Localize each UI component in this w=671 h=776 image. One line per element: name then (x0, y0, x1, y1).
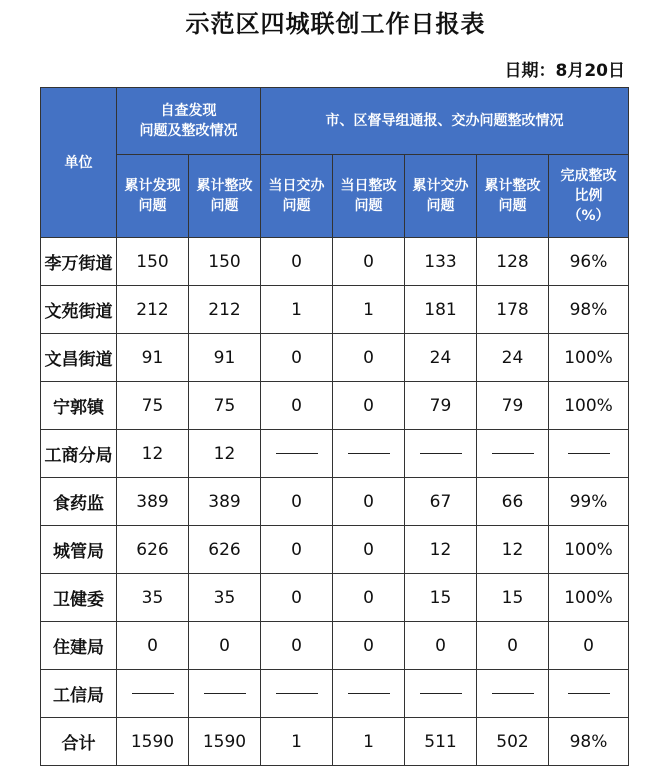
value-cell: 75 (117, 382, 189, 430)
value-cell: 98% (549, 718, 629, 766)
unit-cell: 工信局 (41, 670, 117, 718)
value-cell: 0 (261, 526, 333, 574)
dash-line (132, 693, 174, 694)
value-cell: 150 (189, 238, 261, 286)
header-group-self-line: 自查发现 (160, 103, 217, 119)
table-row (41, 718, 629, 766)
value-cell: 98% (549, 286, 629, 334)
value-cell: 12 (405, 526, 477, 574)
empty-cell (549, 430, 629, 478)
table-row (41, 382, 629, 430)
value-cell: 0 (333, 574, 405, 622)
column-header-line: 累计整改 (484, 178, 541, 194)
header-group-city: 市、区督导组通报、交办问题整改情况 (261, 88, 629, 155)
unit-cell: 李万街道 (41, 238, 117, 286)
value-cell: 12 (189, 430, 261, 478)
table-body (41, 238, 629, 766)
value-cell: 0 (333, 526, 405, 574)
value-cell: 100% (549, 574, 629, 622)
value-cell: 91 (189, 334, 261, 382)
value-cell: 0 (333, 238, 405, 286)
dash-line (492, 693, 534, 694)
dash-line (348, 693, 390, 694)
value-cell: 0 (333, 334, 405, 382)
empty-cell (261, 430, 333, 478)
unit-cell: 工商分局 (41, 430, 117, 478)
column-header-line: 问题 (354, 198, 383, 214)
empty-cell (405, 430, 477, 478)
value-cell: 626 (117, 526, 189, 574)
value-cell: 626 (189, 526, 261, 574)
value-cell: 181 (405, 286, 477, 334)
column-header-line: 累计发现 (124, 178, 181, 194)
value-cell: 212 (189, 286, 261, 334)
value-cell: 0 (261, 238, 333, 286)
column-header (477, 155, 549, 238)
column-header-line: 累计整改 (196, 178, 253, 194)
column-header-line: 当日交办 (268, 178, 325, 194)
dash-line (420, 453, 462, 454)
value-cell: 12 (117, 430, 189, 478)
value-cell: 66 (477, 478, 549, 526)
unit-cell: 宁郭镇 (41, 382, 117, 430)
report-table (40, 87, 629, 766)
value-cell: 35 (189, 574, 261, 622)
value-cell: 12 (477, 526, 549, 574)
report-date: 日期：8月20日 (504, 61, 625, 81)
page-title: 示范区四城联创工作日报表 (185, 10, 486, 38)
value-cell: 0 (261, 622, 333, 670)
value-cell: 24 (405, 334, 477, 382)
empty-cell (333, 430, 405, 478)
value-cell: 133 (405, 238, 477, 286)
table-row (41, 430, 629, 478)
value-cell: 1590 (117, 718, 189, 766)
value-cell: 100% (549, 382, 629, 430)
value-cell: 24 (477, 334, 549, 382)
column-header (549, 155, 629, 238)
table-row (41, 526, 629, 574)
value-cell: 0 (477, 622, 549, 670)
empty-cell (117, 670, 189, 718)
table-row (41, 478, 629, 526)
unit-cell: 文苑街道 (41, 286, 117, 334)
value-cell: 389 (189, 478, 261, 526)
column-header-line: 问题 (498, 198, 527, 214)
column-header-line: 比例 (574, 188, 603, 204)
table-row (41, 238, 629, 286)
value-cell: 75 (189, 382, 261, 430)
value-cell: 1 (261, 718, 333, 766)
value-cell: 15 (477, 574, 549, 622)
header-row-columns (41, 155, 629, 238)
value-cell: 67 (405, 478, 477, 526)
header-group-self (117, 88, 261, 155)
value-cell: 511 (405, 718, 477, 766)
dash-line (276, 693, 318, 694)
empty-cell (477, 430, 549, 478)
value-cell: 0 (333, 382, 405, 430)
column-header-line: 当日整改 (340, 178, 397, 194)
value-cell: 0 (333, 622, 405, 670)
column-header-line: 问题 (426, 198, 455, 214)
header-row-group (41, 88, 629, 155)
empty-cell (549, 670, 629, 718)
dash-line (568, 453, 610, 454)
empty-cell (333, 670, 405, 718)
dash-line (204, 693, 246, 694)
column-header (261, 155, 333, 238)
value-cell: 99% (549, 478, 629, 526)
dash-line (492, 453, 534, 454)
unit-cell: 城管局 (41, 526, 117, 574)
value-cell: 1 (261, 286, 333, 334)
column-header (405, 155, 477, 238)
empty-cell (477, 670, 549, 718)
value-cell: 91 (117, 334, 189, 382)
column-header-line: 完成整改 (560, 168, 617, 184)
header-unit: 单位 (41, 88, 117, 238)
dash-line (276, 453, 318, 454)
value-cell: 79 (405, 382, 477, 430)
value-cell: 0 (549, 622, 629, 670)
column-header-line: 累计交办 (412, 178, 469, 194)
value-cell: 0 (189, 622, 261, 670)
value-cell: 212 (117, 286, 189, 334)
unit-cell: 住建局 (41, 622, 117, 670)
table-row (41, 334, 629, 382)
dash-line (420, 693, 462, 694)
unit-cell: 文昌街道 (41, 334, 117, 382)
value-cell: 0 (261, 478, 333, 526)
value-cell: 389 (117, 478, 189, 526)
empty-cell (405, 670, 477, 718)
value-cell: 0 (261, 334, 333, 382)
column-header (333, 155, 405, 238)
unit-cell: 卫健委 (41, 574, 117, 622)
value-cell: 96% (549, 238, 629, 286)
empty-cell (189, 670, 261, 718)
value-cell: 0 (261, 574, 333, 622)
value-cell: 128 (477, 238, 549, 286)
column-header-line: 问题 (282, 198, 311, 214)
value-cell: 178 (477, 286, 549, 334)
column-header (189, 155, 261, 238)
header-group-self-line: 问题及整改情况 (139, 123, 238, 139)
value-cell: 0 (117, 622, 189, 670)
value-cell: 1 (333, 286, 405, 334)
dash-line (568, 693, 610, 694)
value-cell: 100% (549, 526, 629, 574)
value-cell: 0 (333, 478, 405, 526)
table-row (41, 670, 629, 718)
value-cell: 1 (333, 718, 405, 766)
column-header-line: 问题 (138, 198, 167, 214)
unit-cell: 合计 (41, 718, 117, 766)
unit-cell: 食药监 (41, 478, 117, 526)
value-cell: 502 (477, 718, 549, 766)
value-cell: 79 (477, 382, 549, 430)
column-header (117, 155, 189, 238)
column-header-line: 问题 (210, 198, 239, 214)
table-row (41, 622, 629, 670)
column-header-line: （%） (567, 208, 610, 224)
value-cell: 0 (261, 382, 333, 430)
empty-cell (261, 670, 333, 718)
table-row (41, 286, 629, 334)
value-cell: 100% (549, 334, 629, 382)
value-cell: 150 (117, 238, 189, 286)
value-cell: 1590 (189, 718, 261, 766)
table-row (41, 574, 629, 622)
value-cell: 0 (405, 622, 477, 670)
value-cell: 35 (117, 574, 189, 622)
value-cell: 15 (405, 574, 477, 622)
dash-line (348, 453, 390, 454)
